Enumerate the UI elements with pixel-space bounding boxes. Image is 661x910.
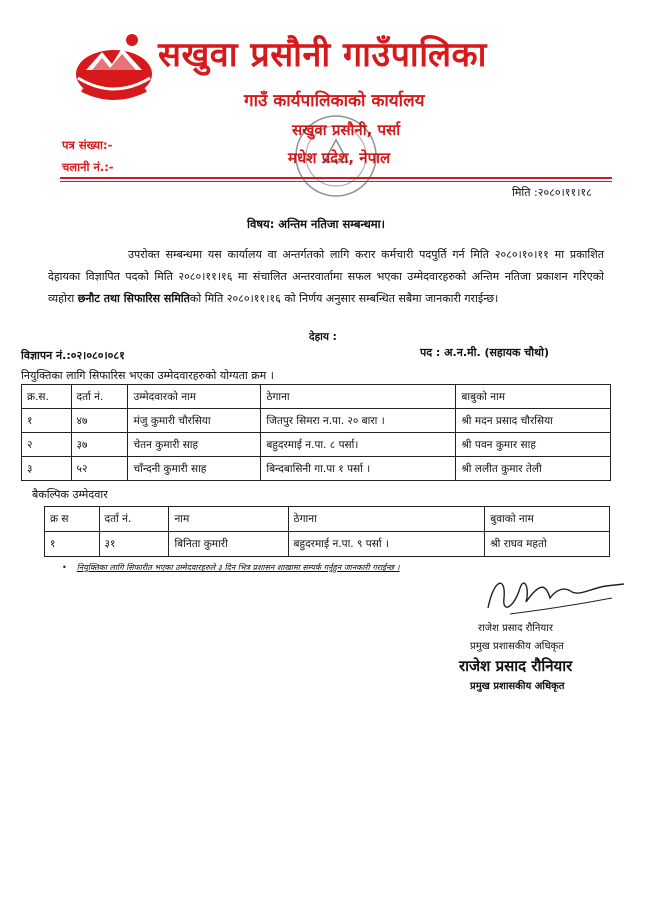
dispatch-number-label: चलानी नं.:-	[62, 160, 114, 174]
handwritten-signature	[480, 568, 630, 628]
table-cell: श्री ललीत कुमार तेली	[456, 457, 611, 481]
table-cell: श्री राघव महतो	[485, 532, 610, 557]
letter-subject: विषय: अन्तिम नतिजा सम्बन्धमा।	[247, 217, 386, 231]
table-row	[22, 433, 611, 457]
column-header: बाबुको नाम	[456, 385, 611, 409]
table-cell: श्री मदन प्रसाद चौरसिया	[456, 409, 611, 433]
bullet-icon: •	[62, 563, 67, 572]
letter-body	[48, 244, 604, 310]
column-header: क्र.स.	[22, 385, 72, 409]
post-title: पद : अ.न.मी. (सहायक चौथो)	[420, 346, 549, 359]
office-stamp-icon	[290, 110, 382, 202]
table-cell: बहुदरमाई न.पा. ९ पर्सा ।	[288, 532, 485, 557]
office-title: सखुवा प्रसौनी गाउँपालिका	[158, 35, 487, 75]
column-header: ठेगाना	[288, 507, 485, 532]
recommended-candidates-table	[21, 384, 611, 481]
table-cell: १	[45, 532, 100, 557]
table-cell: ३१	[99, 532, 169, 557]
body-text-committee: छनौट तथा सिफारिस समिति	[77, 292, 190, 305]
column-header: नाम	[169, 507, 288, 532]
table-cell: चाँन्दनी कुमारी साह	[128, 457, 261, 481]
column-header: ठेगाना	[261, 385, 456, 409]
header-divider-thin	[60, 181, 612, 182]
table-cell: ५२	[71, 457, 128, 481]
table-header-row	[45, 507, 610, 532]
table-cell: ३	[22, 457, 72, 481]
table-header-row	[22, 385, 611, 409]
table-cell: चेतन कुमारी साह	[128, 433, 261, 457]
table-cell: १	[22, 409, 72, 433]
table-row	[22, 409, 611, 433]
address-line-1: सखुवा प्रसौनी, पर्सा	[292, 121, 401, 139]
table-cell: बहुदरमाई न.पा. ८ पर्सा।	[261, 433, 456, 457]
table-cell: मंजु कुमारी चौरसिया	[128, 409, 261, 433]
table-cell: ३७	[71, 433, 128, 457]
column-header: क्र स	[45, 507, 100, 532]
letter-date: मिति :२०८०।११।१८	[512, 186, 592, 199]
advertisement-number: विज्ञापन नं.:०२।०८०।०८१	[21, 349, 125, 362]
signatory-title: प्रमुख प्रशासकीय अधिकृत	[470, 681, 565, 692]
footnote	[62, 562, 400, 573]
office-subtitle: गाउँ कार्यपालिकाको कार्यालय	[244, 91, 425, 111]
column-header: उम्मेदवारको नाम	[128, 385, 261, 409]
address-line-2: मधेश प्रदेश, नेपाल	[288, 149, 391, 167]
emblem-logo-icon	[72, 30, 156, 102]
table-cell: जितपुर सिमरा न.पा. २० बारा ।	[261, 409, 456, 433]
table-row	[22, 457, 611, 481]
dehay-label: देहाय :	[309, 331, 337, 343]
table-cell: २	[22, 433, 72, 457]
alternate-list-caption: बैकल्पिक उम्मेदवार	[32, 488, 108, 501]
main-list-caption: नियुक्तिका लागि सिफारिस भएका उम्मेदवारहरुको योग्यता क्रम ।	[21, 369, 274, 382]
table-cell: ४७	[71, 409, 128, 433]
footnote-text: नियुक्तिका लागि सिफारीत भएका उम्मेदवारहरुले ३ दिन भित्र प्रशासन शाखामा सम्पर्क गर्नुहुन जानकारी गराईन्छ ।	[76, 563, 400, 572]
table-cell: श्री पवन कुमार साह	[456, 433, 611, 457]
signatory-name-small: राजेश प्रसाद रौनियार	[478, 623, 553, 634]
signatory-name: राजेश प्रसाद रौनियार	[459, 657, 573, 675]
body-text-part1: उपरोक्त सम्बन्धमा यस कार्यालय वा अन्तर्गतको लागि करार कर्मचारी पदपुर्ति गर्न मिति २०८०।१०।११ मा प्रकाशित देहायका विज्ञापित पदको मिति २०८०।११।१६ मा संचालित अन्तरवार्तामा सफल भएका उम्मेदवारहरुको अन्तिम नतिजा प्रकाशन गरिएको व्यहोरा	[48, 248, 604, 305]
table-cell: बिन्दबासिनी गा.पा १ पर्सा ।	[261, 457, 456, 481]
table-row	[45, 532, 610, 557]
table-cell: बिनिता कुमारी	[169, 532, 288, 557]
signatory-title-small: प्रमुख प्रशासकीय अधिकृत	[470, 641, 564, 652]
column-header: दर्ता नं.	[71, 385, 128, 409]
alternate-candidates-table	[44, 506, 610, 557]
reference-number-label: पत्र संख्या:-	[62, 138, 113, 152]
column-header: बुवाको नाम	[485, 507, 610, 532]
column-header: दर्ता नं.	[99, 507, 169, 532]
header-divider	[60, 177, 612, 179]
body-text-part2: को मिति २०८०।११।१६ को निर्णय अनुसार सम्बन्धित सबैमा जानकारी गराईन्छ।	[189, 292, 499, 305]
